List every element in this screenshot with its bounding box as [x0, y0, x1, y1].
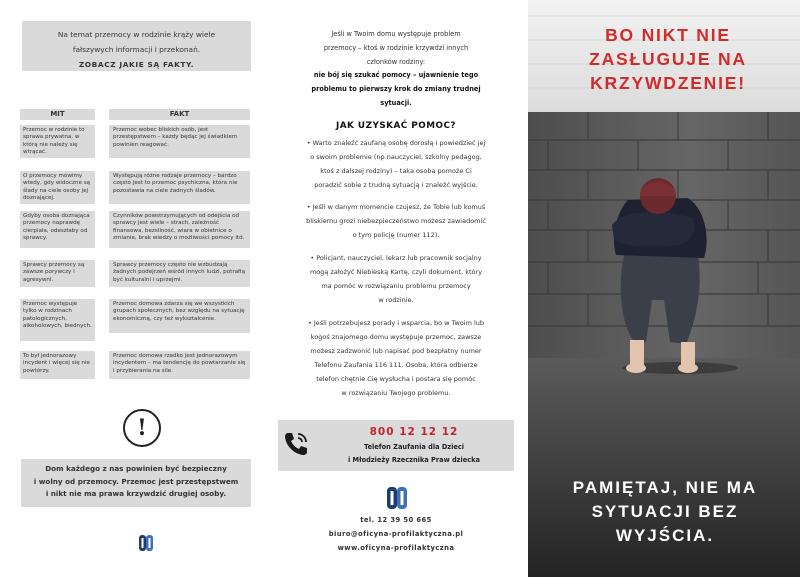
publisher-logo-icon	[138, 534, 154, 552]
bullet-line: ma pomóc w rozwiązaniu problemu przemocy	[321, 282, 471, 290]
bullet-line: o tym policję (numer 112).	[352, 231, 440, 239]
contact-phone: tel. 12 39 50 665	[360, 516, 432, 524]
bullet-line: ktoś z dalszej rodziny) – taka osoba pomoże Ci	[320, 167, 472, 175]
fact-cell: Przemoc domowa rzadko jest jednorazowym incydentem – ma tendencję do powtarzanie się i przybierania na sile.	[109, 351, 250, 379]
bullet-line: poradzić sobie z trudną sytuacją i znaleźć wyjście.	[314, 181, 478, 189]
bullet-line: • Jeśli potrzebujesz porady i wsparcia, bo w Twoim lub	[307, 319, 485, 327]
bullet-line: kogoś znajomego domu występuje przemoc, zawsze	[310, 333, 482, 341]
headline-line: BO NIKT NIE	[605, 25, 731, 45]
fact-cell: Występują różne rodzaje przemocy – bardzo często jest to przemoc psychiczna, która nie pozostawia na ciele żadnych śladów.	[109, 171, 250, 204]
fact-cell: Czynników powstrzymujących od odejścia od sprawcy jest wiele – strach, zależność finansowa, bezsilność, wiara w obietnice o zmianie, brak wiedzy o możliwości pomocy itd.	[109, 211, 250, 248]
helpline-number[interactable]: 800 12 12 12	[369, 426, 459, 438]
help-intro	[288, 28, 504, 111]
cover-panel	[528, 0, 800, 577]
intro-box	[22, 21, 251, 71]
fact-cell: Przemoc wobec bliskich osób, jest przestępstwem – każdy będąc jej świadkiem powinien reagować.	[109, 125, 250, 158]
intro-line-2: fałszywych informacji i przekonań.	[72, 45, 201, 54]
bullet-line: Telefonu Zaufania 116 111. Osoba, która odbierze	[314, 361, 478, 369]
publisher-logo-icon	[386, 486, 408, 510]
bullet-line: możesz zadzwonić lub napisać pod bezpłatny numer	[310, 347, 482, 355]
myth-cell: Gdyby osoba doznająca przemocy naprawdę cierpiała, odeszłaby od sprawcy.	[20, 211, 95, 248]
helpline-box	[278, 420, 514, 471]
main-headline	[548, 23, 788, 95]
help-bullet	[278, 251, 514, 307]
help-bullet	[278, 316, 514, 400]
contact-website-link[interactable]: www.oficyna-profilaktyczna	[337, 544, 455, 552]
bullet-line: • Jeśli w danym momencie czujesz, że Tobie lub komuś	[306, 203, 486, 211]
remember-line: WYJŚCIA.	[615, 526, 715, 545]
help-intro-line: członków rodziny:	[366, 57, 426, 66]
help-intro-bold: problemu to pierwszy krok do zmiany trudnej	[311, 85, 481, 94]
bullet-line: o swoim problemie (np.nauczyciel, szkolny pedagog,	[310, 153, 482, 161]
how-to-get-help-heading: JAK UZYSKAĆ POMOC?	[335, 121, 457, 131]
help-intro-bold: nie bój się szukać pomocy – ujawnienie tego	[313, 71, 479, 80]
headline-line: KRZYWDZENIE!	[590, 73, 746, 93]
bullet-line: w rozwiązaniu Twojego problemu.	[341, 389, 451, 397]
safe-home-line-2: i wolny od przemocy. Przemoc jest przestępstwem	[33, 476, 239, 486]
myth-cell: O przemocy mówimy wtedy, gdy widoczne są ślady na ciele osoby jej doznającej.	[20, 171, 95, 204]
intro-cta: ZOBACZ JAKIE SĄ FAKTY.	[78, 60, 195, 69]
myth-cell: Przemoc w rodzinie to sprawa prywatna, w którą nie należy się wtrącać.	[20, 125, 95, 158]
fact-cell: Przemoc domowa zdarza się we wszystkich grupach społecznych, bez względu na sytuację ekonomiczną, czy też wykształcenie.	[109, 299, 250, 333]
bullet-line: w rodzinie.	[378, 296, 414, 304]
myth-cell: Sprawcy przemocy są zawsze porywczy i agresywni.	[20, 260, 95, 287]
exclamation-icon: !	[123, 409, 161, 447]
safe-home-box	[21, 459, 251, 507]
safe-home-line-1: Dom każdego z nas powinien być bezpieczny	[45, 464, 227, 473]
help-bullet	[278, 200, 514, 242]
help-intro-bold: sytuacji.	[380, 98, 412, 107]
bullet-line: bliskiemu grozi niebezpieczeństwo możesz zawiadomić	[306, 217, 486, 225]
remember-line: SYTUACJI BEZ	[591, 502, 739, 521]
help-intro-line: przemocy – ktoś w rodzinie krzywdzi innych	[323, 43, 469, 52]
help-panel	[268, 0, 528, 577]
myth-header: MIT	[20, 109, 95, 120]
bullet-line: telefon chętnie Cię wysłucha i postara się pomóc	[316, 375, 476, 383]
phone-icon	[281, 429, 311, 459]
fact-cell: Sprawcy przemocy często nie wzbudzają żadnych podejrzeń wśród innych ludzi, potrafią być kulturalni i uprzejmi.	[109, 260, 250, 287]
myth-fact-panel	[0, 0, 268, 577]
help-bullet	[278, 136, 514, 192]
remember-message	[534, 476, 796, 548]
intro-line-1: Na temat przemocy w rodzinie krąży wiele	[57, 30, 216, 39]
helpline-desc-line: i Młodzieży Rzecznika Praw dziecka	[348, 455, 480, 464]
helpline-description	[318, 441, 510, 466]
fact-header: FAKT	[109, 109, 250, 120]
contact-email-link[interactable]: biuro@oficyna-profilaktyczna.pl	[328, 530, 464, 538]
headline-line: ZASŁUGUJE NA	[589, 49, 747, 69]
remember-line: PAMIĘTAJ, NIE MA	[572, 478, 758, 497]
helpline-desc-line: Telefon Zaufania dla Dzieci	[363, 443, 465, 451]
bullet-line: mogą założyć Niebieską Kartę, czyli dokument, który	[309, 268, 483, 276]
bullet-line: • Policjant, nauczyciel, lekarz lub pracownik socjalny	[310, 254, 482, 262]
bullet-line: • Warto znaleźć zaufaną osobę dorosłą i powiedzieć jej	[306, 139, 486, 147]
myth-cell: Przemoc występuje tylko w rodzinach patologicznych, alkoholowych, biednych.	[20, 299, 95, 341]
help-intro-line: Jeśli w Twoim domu występuje problem	[331, 30, 461, 38]
myth-cell: To był jednorazowy incydent i więcej się nie powtórzy.	[20, 351, 95, 379]
safe-home-line-3: i nikt nie ma prawa krzywdzić drugiej osoby.	[45, 489, 227, 498]
